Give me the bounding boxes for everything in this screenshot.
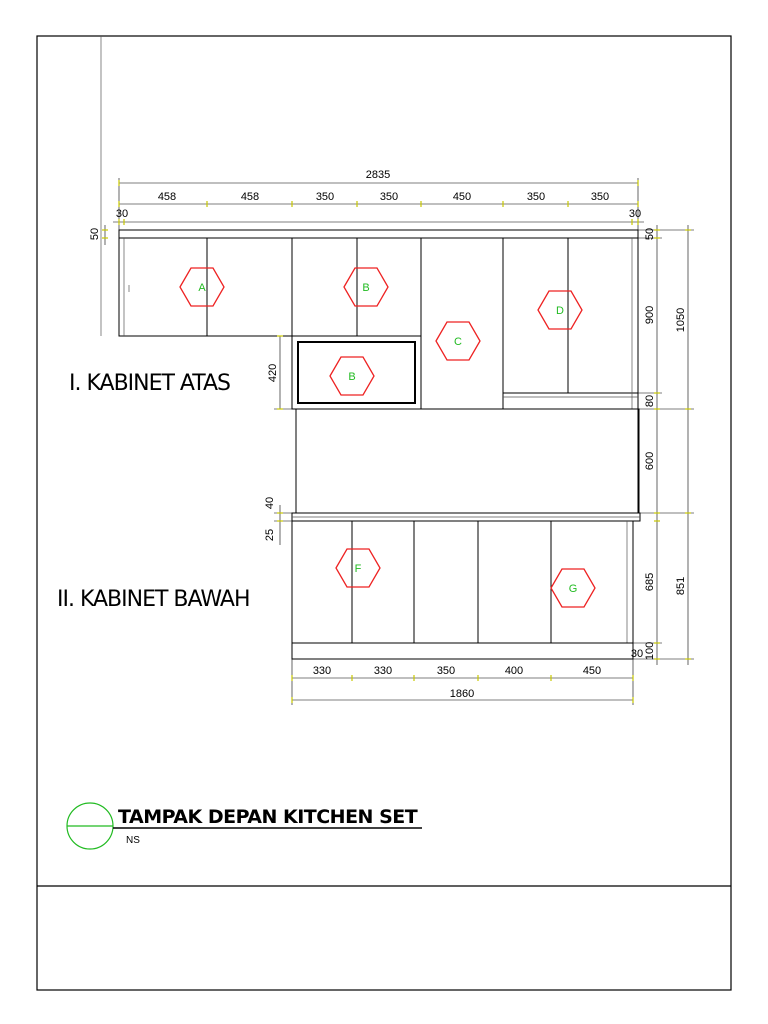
upper-cabinet-top-board [119, 230, 638, 238]
top-dimension-lines [113, 178, 644, 230]
tag-a [180, 268, 224, 306]
section-label-lower: II. KABINET BAWAH [57, 587, 250, 612]
tag-g [551, 569, 595, 607]
dim-top-edge-left: 30 [115, 208, 129, 220]
dim-bottom-seg-1: 330 [312, 665, 332, 677]
backsplash-wall [296, 409, 639, 513]
drawing-title: TAMPAK DEPAN KITCHEN SET [118, 806, 418, 828]
dim-bottom-seg-3: 350 [436, 665, 456, 677]
drawing-scale: NS [126, 835, 140, 846]
right-dimension-lines [630, 225, 694, 665]
svg-text:F: F [354, 562, 362, 575]
dim-left-25: 25 [264, 528, 276, 542]
dim-top-seg-5: 450 [452, 191, 472, 203]
svg-text:D: D [556, 304, 564, 317]
svg-text:A: A [198, 281, 206, 294]
dim-right-100: 100 [644, 641, 656, 661]
dim-bottom-total: 1860 [449, 688, 475, 700]
dim-right-50: 50 [644, 227, 656, 241]
svg-text:G: G [568, 582, 578, 595]
title-symbol [67, 803, 113, 849]
svg-text:B: B [362, 281, 370, 294]
dim-bottom-seg-2: 330 [373, 665, 393, 677]
dim-top-seg-4: 350 [379, 191, 399, 203]
dim-right-80: 80 [644, 394, 656, 408]
tag-b-niche [330, 357, 374, 395]
plinth [292, 643, 633, 659]
dim-bottom-seg-5: 450 [582, 665, 602, 677]
lower-cabinet [292, 513, 640, 659]
cabinet-panel-d [503, 238, 638, 409]
dim-left-40: 40 [264, 496, 276, 510]
dim-top-seg-1: 458 [157, 191, 177, 203]
tag-d [538, 291, 582, 329]
dim-right-851: 851 [675, 576, 687, 596]
dim-top-seg-6: 350 [526, 191, 546, 203]
dim-top-edge-right: 30 [628, 208, 642, 220]
lower-cabinet-body [292, 521, 633, 643]
dim-top-seg-3: 350 [315, 191, 335, 203]
dim-left-420: 420 [267, 363, 279, 383]
dim-left-50: 50 [89, 227, 101, 241]
dim-right-900: 900 [644, 305, 656, 325]
dim-right-1050: 1050 [675, 307, 687, 333]
dim-top-seg-2: 458 [240, 191, 260, 203]
cabinet-panel-b-niche [292, 336, 421, 409]
dim-bottom-seg-4: 400 [504, 665, 524, 677]
dim-right-30: 30 [630, 648, 644, 660]
dim-right-600: 600 [644, 451, 656, 471]
cabinet-panel-c [421, 238, 503, 409]
tag-c [436, 322, 480, 360]
svg-text:B: B [348, 370, 356, 383]
tag-b-upper [344, 268, 388, 306]
dim-top-total: 2835 [365, 169, 391, 181]
section-label-upper: I. KABINET ATAS [69, 371, 231, 396]
svg-text:C: C [454, 335, 462, 348]
tag-f [336, 549, 380, 587]
dim-right-685: 685 [644, 572, 656, 592]
dim-top-seg-7: 350 [590, 191, 610, 203]
